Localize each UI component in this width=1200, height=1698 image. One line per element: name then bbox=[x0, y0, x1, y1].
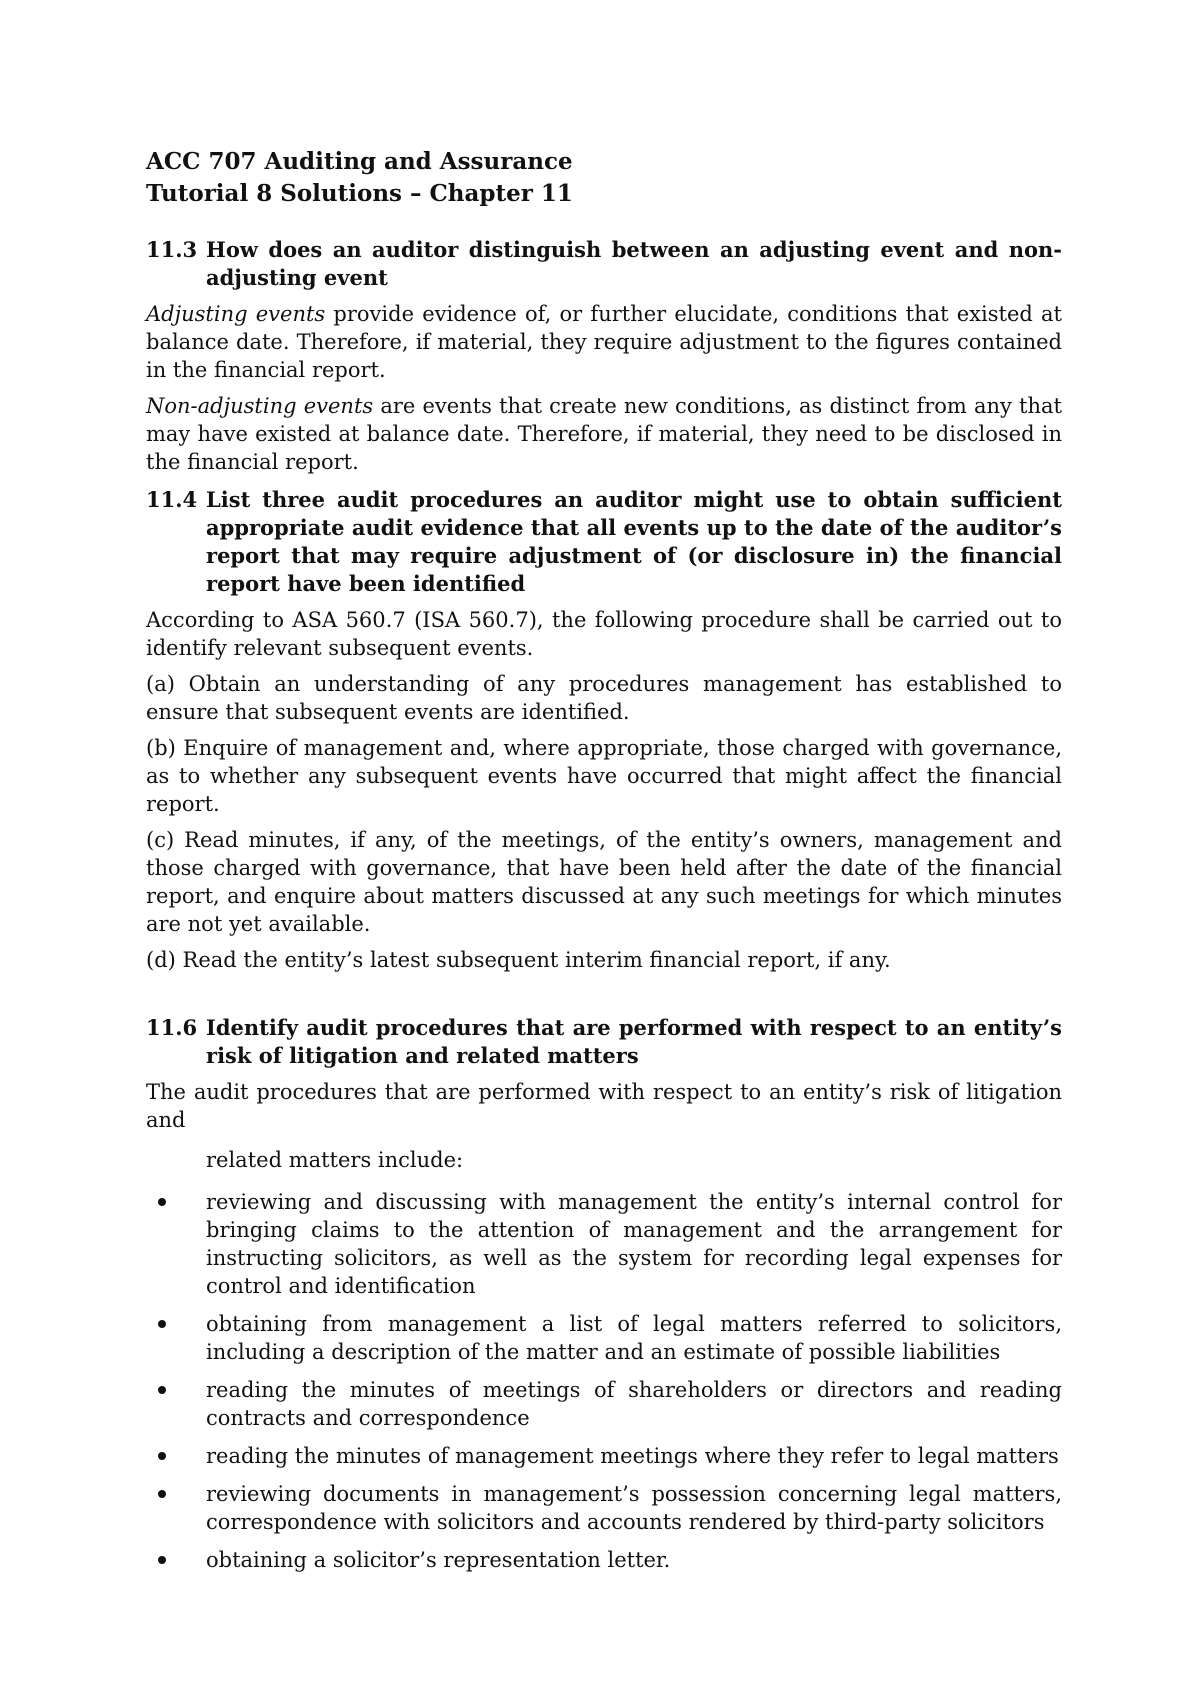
question-text: How does an auditor distinguish between an adjusting event and non-adjusting event bbox=[206, 237, 1062, 290]
answer-intro-continued: related matters include: bbox=[206, 1148, 464, 1172]
procedure-d: (d) Read the entity’s latest subsequent interim financial report, if any. bbox=[146, 948, 891, 972]
spacer bbox=[146, 974, 1062, 996]
list-item: reading the minutes of management meetings where they refer to legal matters bbox=[146, 1442, 1062, 1470]
bullet-icon bbox=[146, 1310, 206, 1366]
procedure-c: (c) Read minutes, if any, of the meetings, of the entity’s owners, management and those charged with governance, that have been held after the date of the financial report, and enquire about matters discussed at any such meetings for which minutes are not yet available. bbox=[146, 828, 1062, 936]
procedure-a: (a) Obtain an understanding of any procedures management has established to ensure that subsequent events are identified. bbox=[146, 672, 1062, 724]
answer-intro: According to ASA 560.7 (ISA 560.7), the following procedure shall be carried out to identify relevant subsequent events. bbox=[146, 608, 1062, 660]
question-11-3-heading bbox=[146, 236, 1062, 292]
question-11-4-heading bbox=[146, 486, 1062, 598]
question-number: 11.6 bbox=[146, 1015, 198, 1040]
course-title: ACC 707 Auditing and Assurance bbox=[146, 148, 573, 175]
bullet-icon bbox=[146, 1480, 206, 1536]
tutorial-title: Tutorial 8 Solutions – Chapter 11 bbox=[146, 180, 573, 207]
answer-intro: The audit procedures that are performed with respect to an entity’s risk of litigation and bbox=[146, 1080, 1062, 1132]
bullet-icon bbox=[146, 1546, 206, 1574]
bullet-icon bbox=[146, 1188, 206, 1300]
question-number: 11.3 bbox=[146, 237, 198, 262]
list-item: reviewing documents in management’s possession concerning legal matters, correspondence with solicitors and accounts rendered by third-party solicitors bbox=[146, 1480, 1062, 1536]
term-non-adjusting-events: Non-adjusting events bbox=[146, 394, 374, 418]
question-11-6-heading bbox=[146, 1014, 1062, 1070]
answer-text: are events that create new conditions, as distinct from any that may have existed at balance date. Therefore, if material, they need to be disclosed in the financial report. bbox=[146, 394, 1062, 474]
procedure-bullet-list bbox=[146, 1188, 1062, 1574]
list-item: obtaining from management a list of legal matters referred to solicitors, including a description of the matter and an estimate of possible liabilities bbox=[146, 1310, 1062, 1366]
list-item: reviewing and discussing with management the entity’s internal control for bringing claims to the attention of management and the arrangement for instructing solicitors, as well as the system for recording legal expenses for control and identification bbox=[146, 1188, 1062, 1300]
question-text: Identify audit procedures that are performed with respect to an entity’s risk of litigation and related matters bbox=[206, 1015, 1062, 1068]
list-item: reading the minutes of meetings of shareholders or directors and reading contracts and correspondence bbox=[146, 1376, 1062, 1432]
procedure-b: (b) Enquire of management and, where appropriate, those charged with governance, as to whether any subsequent events have occurred that might affect the financial report. bbox=[146, 736, 1062, 816]
bullet-icon bbox=[146, 1376, 206, 1432]
document-page bbox=[146, 146, 1062, 1574]
answer-paragraph-non-adjusting bbox=[146, 392, 1062, 476]
answer-paragraph-adjusting bbox=[146, 300, 1062, 384]
question-number: 11.4 bbox=[146, 487, 198, 512]
question-text: List three audit procedures an auditor might use to obtain sufficient appropriate audit evidence that all events up to the date of the auditor’s report that may require adjustment of (or disclosure in) the financial report have been identified bbox=[206, 487, 1062, 596]
term-adjusting-events: Adjusting events bbox=[146, 302, 326, 326]
answer-text: provide evidence of, or further elucidate, conditions that existed at balance date. Therefore, if material, they require adjustment to the figures contained in the financial report. bbox=[146, 302, 1062, 382]
list-item: obtaining a solicitor’s representation letter. bbox=[146, 1546, 1062, 1574]
bullet-icon bbox=[146, 1442, 206, 1470]
